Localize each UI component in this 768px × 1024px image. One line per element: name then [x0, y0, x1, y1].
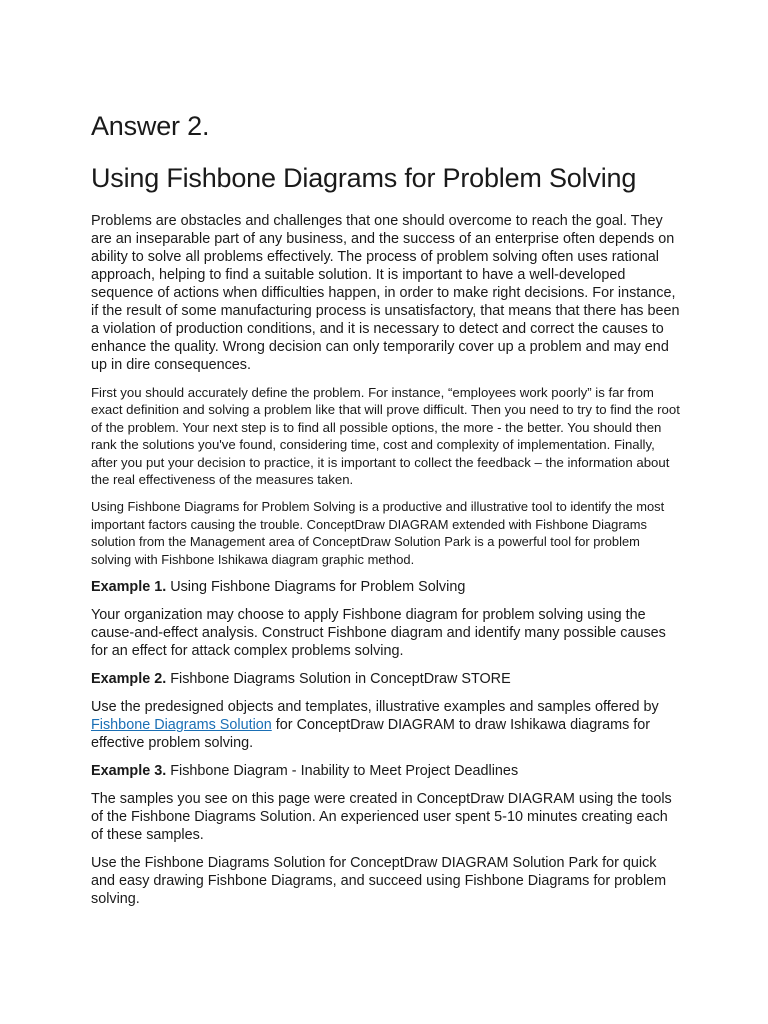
tool-paragraph: Using Fishbone Diagrams for Problem Solving is a productive and illustrative tool to identify the most important factors causing the trouble. ConceptDraw DIAGRAM extended with Fishbone Diagrams solution from the Management area of ConceptDraw Solution Park is a powerful tool for problem solving with Fishbone Ishikawa diagram graphic method. [91, 499, 665, 567]
example-3-description: The samples you see on this page were created in ConceptDraw DIAGRAM using the tools of the Fishbone Diagrams Solution. An experienced user spent 5-10 minutes creating each of these samples. [91, 791, 672, 844]
example-2-caption: Fishbone Diagrams Solution in ConceptDraw STORE [166, 671, 511, 688]
example-1-caption: Using Fishbone Diagrams for Problem Solving [166, 579, 466, 596]
fishbone-solution-link[interactable]: Fishbone Diagrams Solution [91, 717, 272, 734]
example-2-text-after-link: for ConceptDraw DIAGRAM to draw Ishikawa diagrams for effective problem solving. [91, 717, 651, 752]
document-title: Using Fishbone Diagrams for Problem Solving [91, 163, 637, 193]
intro-paragraph: Problems are obstacles and challenges that one should overcome to reach the goal. They are an inseparable part of any business, and the success of an enterprise often depends on ability to solve all problems effectively. The process of problem solving often uses rational approach, helping to find a suitable solution. It is important to have a well-developed sequence of actions when difficulties happen, in order to make right decisions. For instance, if the result of some manufacturing process is unsatisfactory, that means that there has been a violation of production conditions, and it is necessary to detect and correct the causes to enhance the quality. Wrong decision can only temporarily cover up a problem and may end up in dire consequences. [91, 213, 680, 373]
example-1-label: Example 1. [91, 579, 167, 596]
example-3-caption: Fishbone Diagram - Inability to Meet Project Deadlines [166, 763, 519, 780]
example-2-label: Example 2. [91, 671, 167, 688]
closing-paragraph: Use the Fishbone Diagrams Solution for ConceptDraw DIAGRAM Solution Park for quick and easy drawing Fishbone Diagrams, and succeed using Fishbone Diagrams for problem solving. [91, 855, 667, 908]
example-1-description: Your organization may choose to apply Fishbone diagram for problem solving using the cause-and-effect analysis. Construct Fishbone diagram and identify many possible causes for an effect for attack complex problems solving. [91, 607, 666, 660]
example-1-heading [91, 578, 681, 596]
document-body [91, 108, 681, 918]
example-2-heading [91, 670, 681, 688]
example-2-description [91, 698, 681, 752]
example-2-text-before-link: Use the predesigned objects and templates, illustrative examples and samples offered by [91, 699, 659, 716]
answer-heading: Answer 2. [91, 111, 210, 141]
example-3-heading [91, 762, 681, 780]
example-3-label: Example 3. [91, 763, 167, 780]
steps-paragraph: First you should accurately define the problem. For instance, “employees work poorly” is far from exact definition and solving a problem like that will prove difficult. Then you need to try to find the root of the problem. Your next step is to find all possible options, the more - the better. You should then rank the solutions you've found, considering time, cost and complexity of implementation. Finally, after you put your decision to practice, it is important to collect the feedback – the information about the real effectiveness of the measures taken. [91, 385, 680, 488]
